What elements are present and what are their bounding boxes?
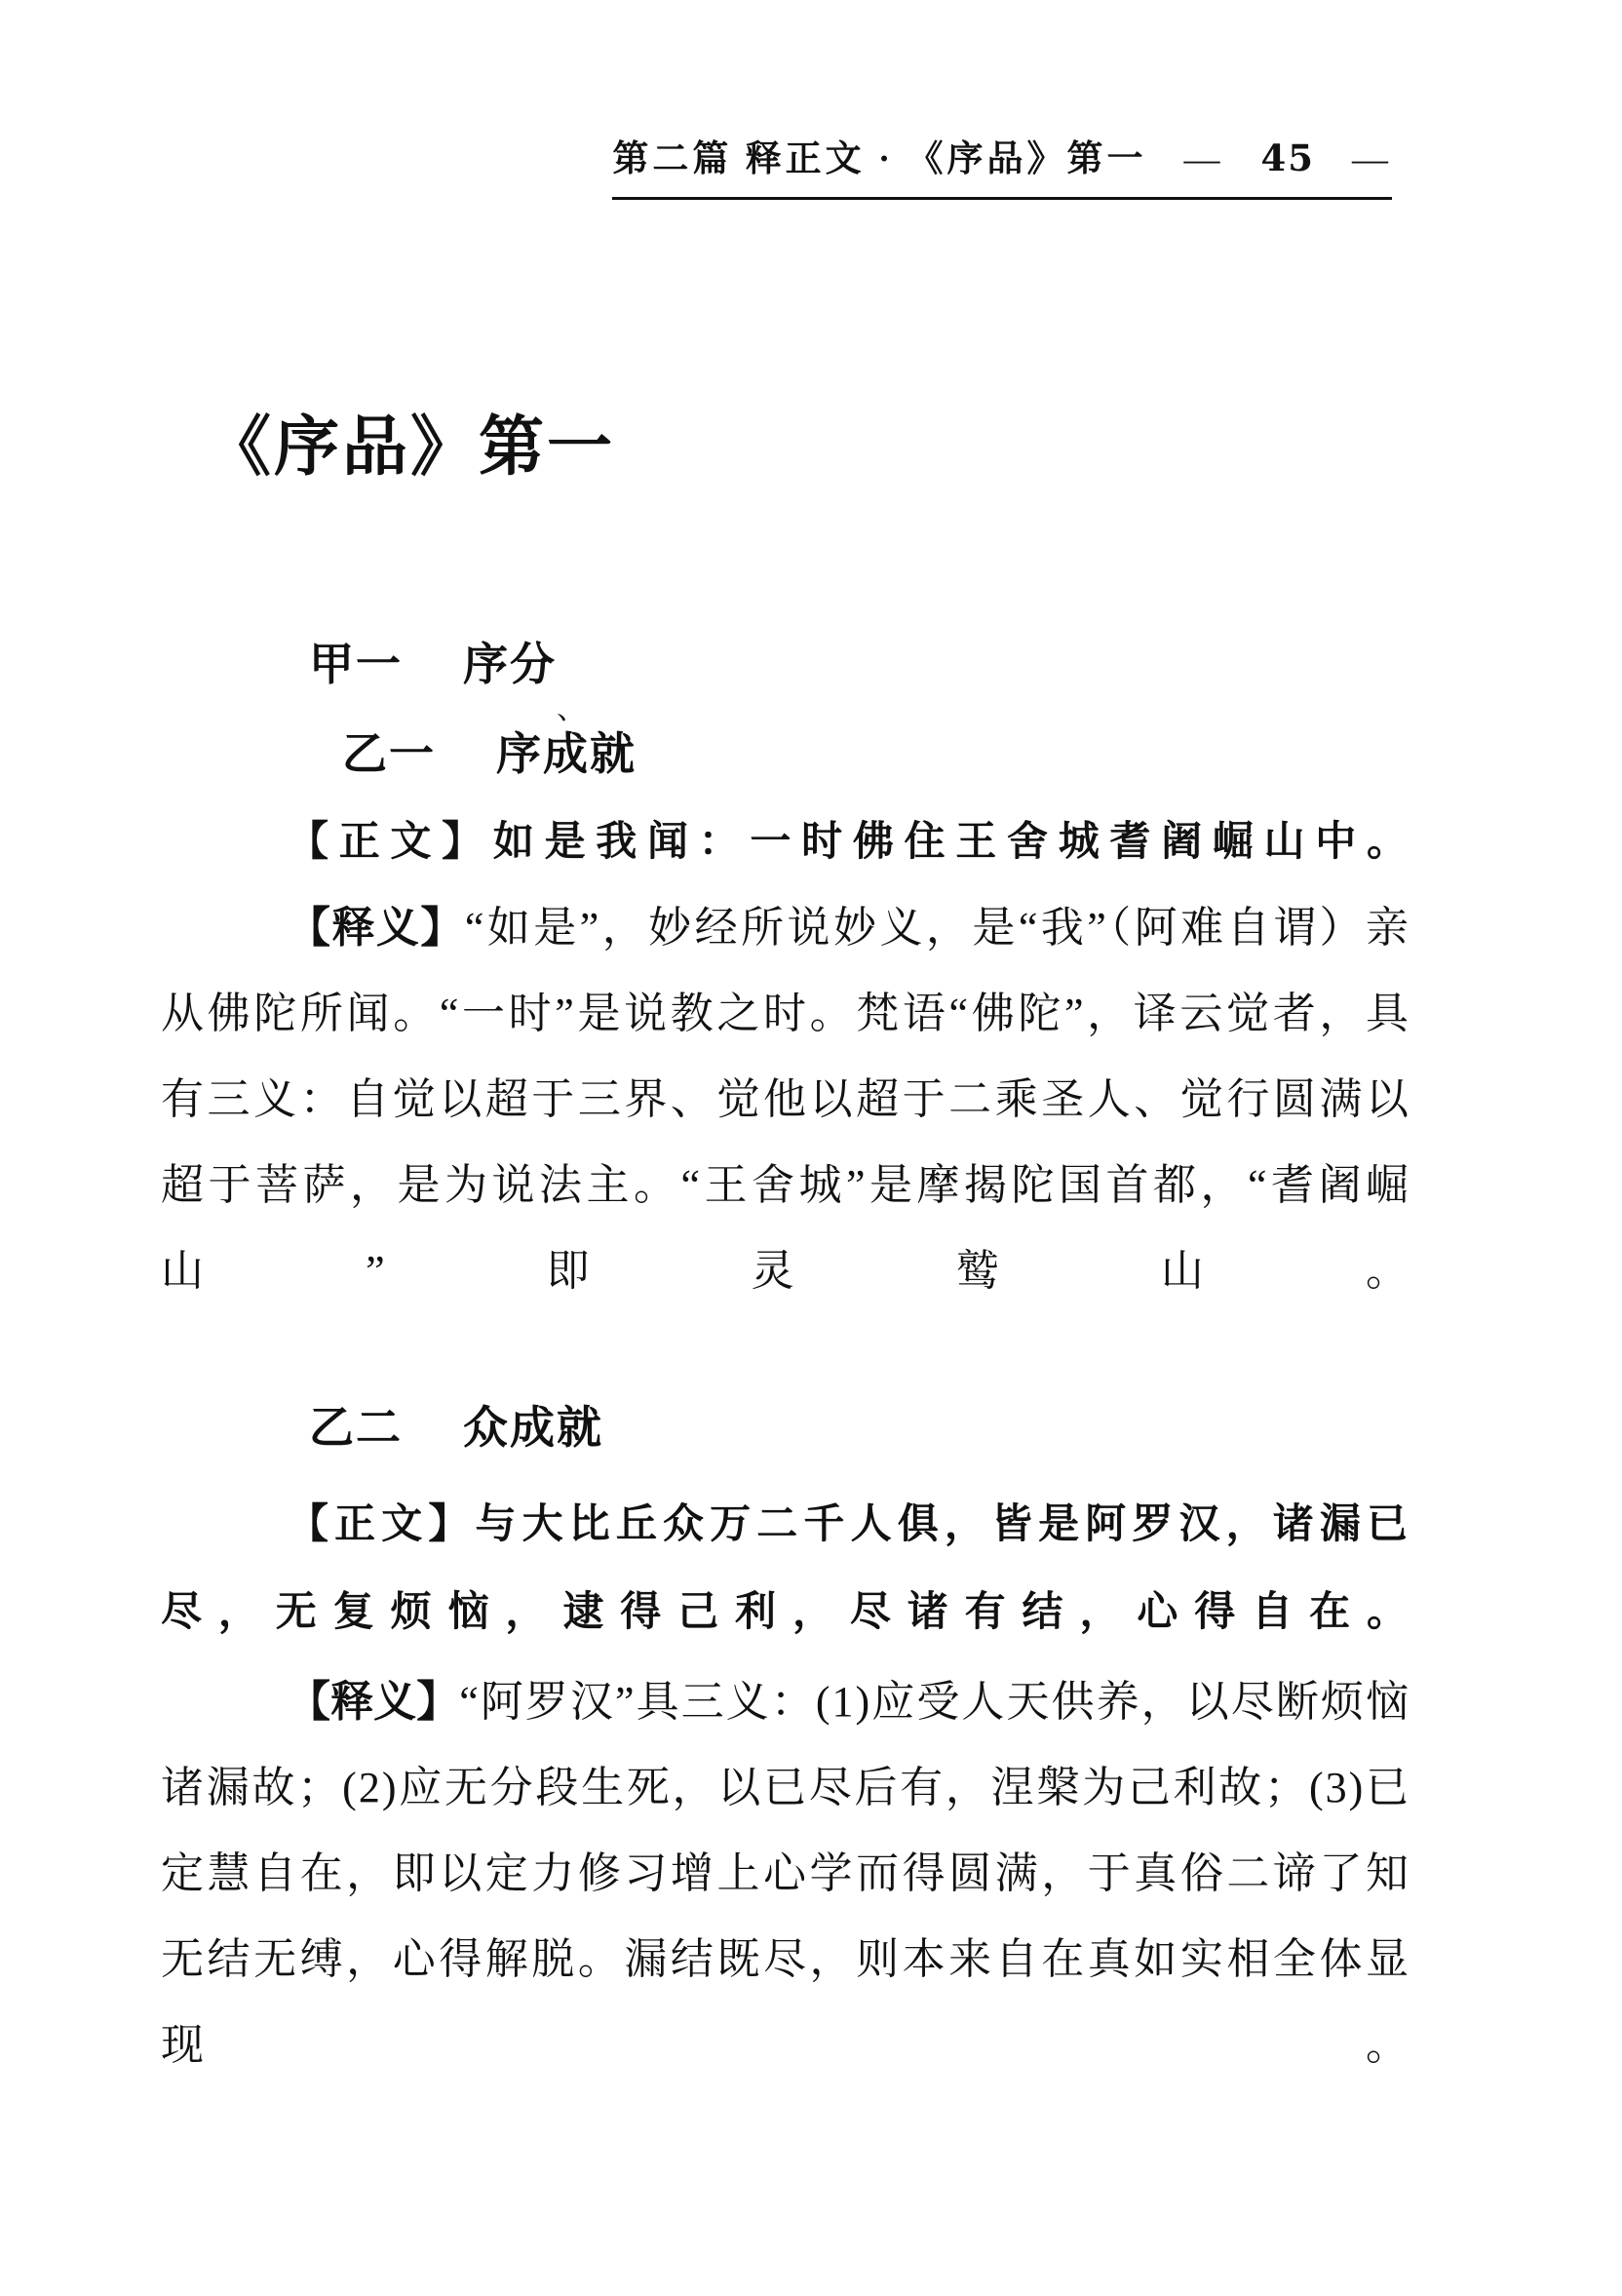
shiyi-paragraph-zhong (161, 1659, 1410, 2174)
text-block (161, 0, 1410, 2296)
outline-label-yi1: 乙一 (342, 729, 436, 779)
page-number-dash-left: — (1183, 139, 1224, 179)
outline-label-yi2: 乙二 (309, 1403, 403, 1453)
chapter-title: 《序品》第一 (206, 411, 615, 484)
outline-heading-yi2 (309, 1392, 603, 1457)
shiyi-tag-zhong: 【释义】 (288, 1677, 460, 1727)
outline-title-yi2: 众成就 (463, 1403, 603, 1453)
zhengwen-text-zhong: 与大比丘众万二千人俱，皆是阿罗汉，诸漏已尽，无复烦恼，逮得己利，尽诸有结，心得自在。 (161, 1499, 1410, 1635)
shiyi-text-zhong: “阿罗汉”具三义：(1)应受人天供养，以尽断烦恼诸漏故；(2)应无分段生死，以已尽后有，涅槃为己利故；(3)已定慧自在，即以定力修习增上心学而得圆满，于真俗二谛了知无结无缚，心得解脱。漏结既尽，则本来自在真如实相全体显现。 (161, 1678, 1410, 2069)
outline-heading-jia1 (309, 629, 557, 693)
stray-print-mark: 、 (557, 693, 586, 725)
running-head-title: 第二篇 释正文 · 《序品》第一 (612, 139, 1147, 179)
shiyi-text-xu: “如是”，妙经所说妙义，是“我”（阿难自谓）亲从佛陀所闻。“一时”是说教之时。梵语“佛陀”，译云觉者，具有三义：自觉以超于三界、觉他以超于二乘圣人、觉行圆满以超于菩萨，是为说法主。“王舍城”是摩揭陀国首都，“耆阇崛山”即灵鹫山。 (161, 904, 1410, 1295)
shiyi-tag-xu: 【释义】 (288, 903, 465, 953)
outline-heading-yi1 (342, 719, 637, 783)
outline-label-jia1: 甲一 (309, 640, 403, 689)
outline-title-jia1: 序分 (463, 640, 557, 689)
zhengwen-text-xu: 如是我闻：一时佛住王舍城耆阇崛山中。 (492, 817, 1410, 865)
outline-title-yi1: 序成就 (496, 729, 637, 779)
zhengwen-tag-xu: 【正文】 (288, 817, 493, 865)
page-number-dash-right: — (1352, 139, 1392, 179)
shiyi-paragraph-xu (161, 885, 1410, 1400)
zhengwen-tag-zhong: 【正文】 (288, 1499, 476, 1547)
page-number: 45 (1260, 136, 1315, 179)
